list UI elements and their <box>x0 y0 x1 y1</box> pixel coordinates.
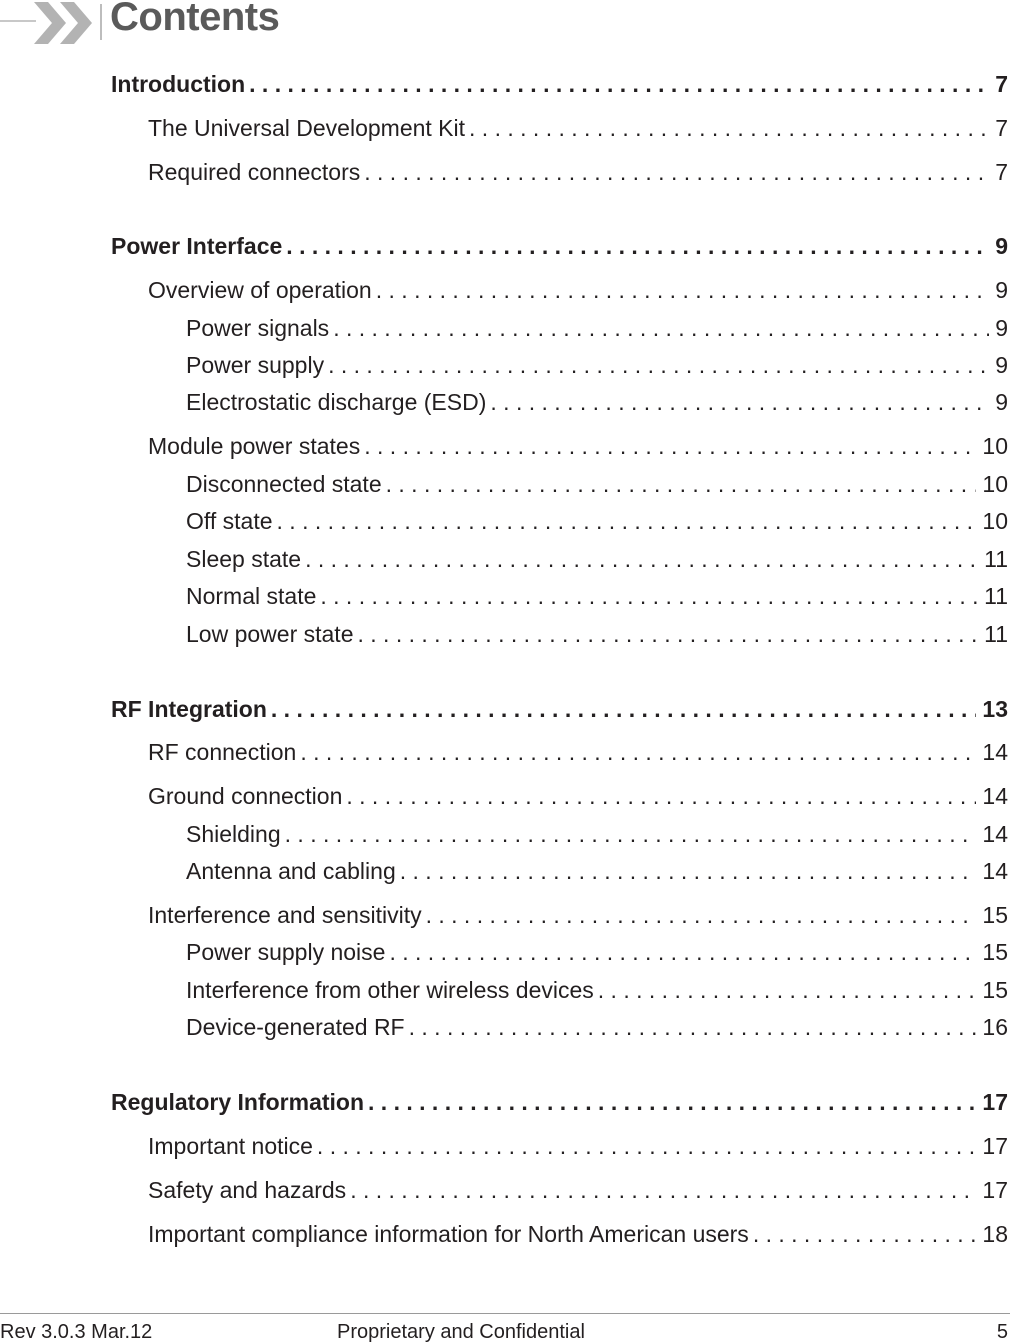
toc-entry-device-generated-rf[interactable] <box>186 1013 1008 1041</box>
toc-entry-interference-other-wireless[interactable] <box>186 976 1008 1004</box>
toc-page-number: 14 <box>982 858 1008 884</box>
toc-entry-important-notice[interactable] <box>148 1132 1008 1160</box>
dot-leader <box>281 820 977 848</box>
dot-leader <box>382 470 977 498</box>
dot-leader <box>245 70 989 98</box>
toc-entry-off-state[interactable] <box>186 507 1008 535</box>
dot-leader <box>749 1220 977 1248</box>
toc-label: Ground connection <box>148 783 343 809</box>
toc-entry-overview-of-operation[interactable] <box>148 276 1008 304</box>
toc-entry-disconnected-state[interactable] <box>186 470 1008 498</box>
dot-leader <box>282 232 989 260</box>
toc-entry-power-interface[interactable] <box>111 232 1008 260</box>
toc-entry-power-supply-noise[interactable] <box>186 938 1008 966</box>
toc-label: Antenna and cabling <box>186 858 396 884</box>
toc-page-number: 14 <box>982 739 1008 765</box>
toc-label: Power signals <box>186 315 330 341</box>
toc-label: Shielding <box>186 821 281 847</box>
dot-leader <box>405 1013 977 1041</box>
toc-entry-rf-integration[interactable] <box>111 695 1008 723</box>
dot-leader <box>364 1088 976 1116</box>
toc-label: Required connectors <box>148 159 361 185</box>
toc-page-number: 17 <box>982 1177 1008 1203</box>
toc-label: The Universal Development Kit <box>148 115 466 141</box>
toc-label: Electrostatic discharge (ESD) <box>186 389 487 415</box>
dot-leader <box>486 388 989 416</box>
footer-revision: Rev 3.0.3 Mar.12 <box>0 1321 153 1343</box>
toc-entry-introduction[interactable] <box>111 70 1008 98</box>
dot-leader <box>329 314 989 342</box>
toc-page-number: 7 <box>995 159 1008 185</box>
toc-page-number: 7 <box>995 71 1008 97</box>
toc-page-number: 16 <box>982 1014 1008 1040</box>
dot-leader <box>346 1176 976 1204</box>
toc-label: Overview of operation <box>148 277 372 303</box>
toc-page-number: 14 <box>982 783 1008 809</box>
dot-leader <box>267 695 977 723</box>
dot-leader <box>594 976 977 1004</box>
dot-leader <box>396 857 977 885</box>
toc-entry-compliance-north-american[interactable] <box>148 1220 1008 1248</box>
dot-leader <box>353 620 978 648</box>
dot-leader <box>385 938 976 966</box>
toc-label: Disconnected state <box>186 471 382 497</box>
toc-page-number: 10 <box>982 508 1008 534</box>
toc-page-number: 15 <box>982 977 1008 1003</box>
toc-label: Introduction <box>111 71 246 97</box>
toc-label: Interference from other wireless devices <box>186 977 594 1003</box>
dot-leader <box>296 738 976 766</box>
dot-leader <box>273 507 977 535</box>
toc-entry-shielding[interactable] <box>186 820 1008 848</box>
toc-entry-power-signals[interactable] <box>186 314 1008 342</box>
toc-page-number: 9 <box>995 233 1008 259</box>
toc-entry-power-supply[interactable] <box>186 351 1008 379</box>
footer-confidentiality: Proprietary and Confidential <box>337 1321 585 1343</box>
page-title: Contents <box>110 0 280 39</box>
toc-entry-universal-development-kit[interactable] <box>148 114 1008 142</box>
toc-page-number: 18 <box>982 1221 1008 1247</box>
toc-page-number: 17 <box>982 1089 1008 1115</box>
toc-page-number: 13 <box>982 696 1008 722</box>
toc-label: Sleep state <box>186 546 302 572</box>
dot-leader <box>360 432 976 460</box>
dot-leader <box>342 782 976 810</box>
toc-label: Device-generated RF <box>186 1014 405 1040</box>
toc-entry-interference-and-sensitivity[interactable] <box>148 901 1008 929</box>
toc-page-number: 15 <box>982 939 1008 965</box>
toc-page-number: 10 <box>982 471 1008 497</box>
toc-entry-normal-state[interactable] <box>186 582 1008 610</box>
footer-rule <box>0 1313 1010 1314</box>
toc-label: Power supply noise <box>186 939 386 965</box>
footer-page-number: 5 <box>996 1321 1008 1343</box>
toc-label: Normal state <box>186 583 317 609</box>
dot-leader <box>360 158 989 186</box>
dot-leader <box>313 1132 976 1160</box>
toc-entry-antenna-and-cabling[interactable] <box>186 857 1008 885</box>
toc-page-number: 9 <box>995 352 1008 378</box>
dot-leader <box>301 545 978 573</box>
toc-label: Power supply <box>186 352 325 378</box>
toc-label: Power Interface <box>111 233 283 259</box>
toc-page-number: 14 <box>982 821 1008 847</box>
toc-page-number: 10 <box>982 433 1008 459</box>
toc-label: Regulatory Information <box>111 1089 365 1115</box>
toc-page-number: 11 <box>984 583 1008 609</box>
toc-page-number: 11 <box>984 546 1008 572</box>
dot-leader <box>422 901 977 929</box>
toc-label: Module power states <box>148 433 361 459</box>
dot-leader <box>465 114 989 142</box>
toc-label: Low power state <box>186 621 354 647</box>
toc-label: Important notice <box>148 1133 313 1159</box>
toc-label: Safety and hazards <box>148 1177 347 1203</box>
toc-page-number: 11 <box>984 621 1008 647</box>
toc-entry-rf-connection[interactable] <box>148 738 1008 766</box>
toc-page-number: 7 <box>995 115 1008 141</box>
toc-entry-regulatory-information[interactable] <box>111 1088 1008 1116</box>
dot-leader <box>324 351 989 379</box>
toc-page-number: 15 <box>982 902 1008 928</box>
toc-label: Off state <box>186 508 273 534</box>
toc-entry-safety-and-hazards[interactable] <box>148 1176 1008 1204</box>
toc-page-number: 9 <box>995 315 1008 341</box>
toc-label: RF connection <box>148 739 297 765</box>
dot-leader <box>316 582 978 610</box>
toc-entry-ground-connection[interactable] <box>148 782 1008 810</box>
toc-entry-module-power-states[interactable] <box>148 432 1008 460</box>
toc-label: Interference and sensitivity <box>148 902 422 928</box>
toc-label: RF Integration <box>111 696 267 722</box>
dot-leader <box>372 276 989 304</box>
toc-page-number: 9 <box>995 389 1008 415</box>
toc-page-number: 17 <box>982 1133 1008 1159</box>
toc-label: Important compliance information for North American users <box>148 1221 749 1247</box>
toc-entry-sleep-state[interactable] <box>186 545 1008 573</box>
toc-entry-low-power-state[interactable] <box>186 620 1008 648</box>
toc-entry-required-connectors[interactable] <box>148 158 1008 186</box>
toc-entry-electrostatic-discharge[interactable] <box>186 388 1008 416</box>
toc-page-number: 9 <box>995 277 1008 303</box>
